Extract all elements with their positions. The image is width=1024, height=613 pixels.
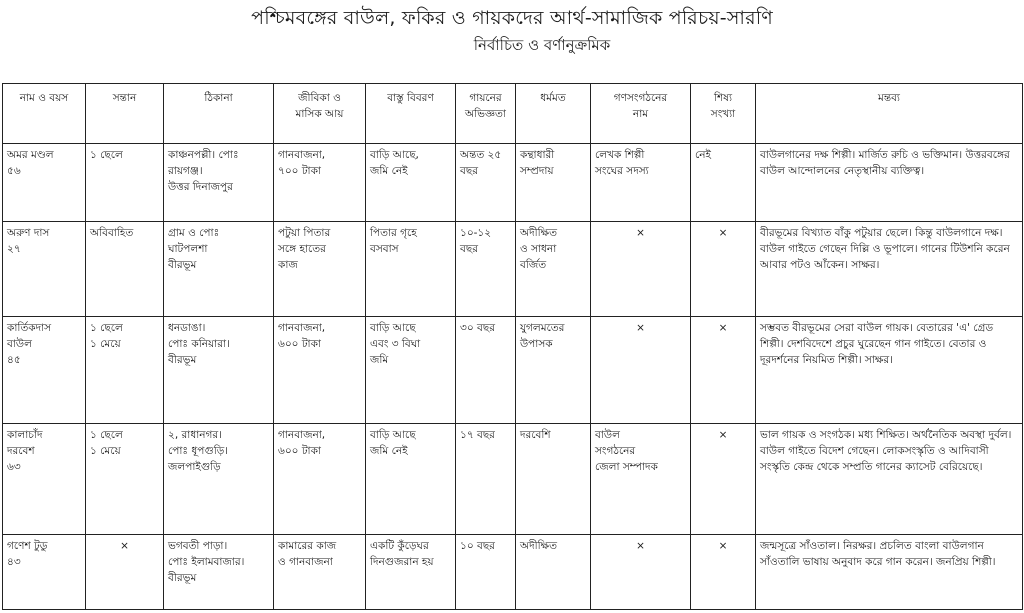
cell-text: ×	[718, 322, 728, 334]
socio-economic-table	[2, 83, 1023, 610]
table-row	[3, 317, 1023, 424]
cell-text: ৪৫	[7, 354, 21, 366]
cell-text: গানবাজনা,	[278, 322, 326, 334]
cell-text: জমি	[370, 354, 389, 366]
livelihood-cell	[274, 424, 366, 535]
cell-text: পোঃ ধূপগুড়ি।	[168, 445, 228, 457]
remarks-cell	[756, 535, 1023, 610]
cell-text: বছর	[460, 243, 478, 255]
table-row	[3, 222, 1023, 317]
cell-text: বাড়ি আছে,	[370, 149, 419, 161]
experience-cell	[456, 317, 516, 424]
cell-text: ৬০০ টাকা	[278, 445, 321, 457]
cell-text: বাউলগানের দক্ষ শিল্পী। মার্জিত রুচি ও ভক্তিমান। উত্তরবঙ্গের বাউল আন্দোলনের নেতৃস্থানীয় ব্যক্তিত্ব।	[760, 149, 1010, 177]
children-cell	[86, 424, 164, 535]
cell-text: ×	[636, 227, 645, 239]
cell-text: জমি নেই	[370, 165, 408, 177]
religion-cell	[516, 535, 591, 610]
column-header-label: বাস্তু বিবরণ	[387, 92, 434, 104]
address-cell	[164, 535, 274, 610]
cell-text: ৬০০ টাকা	[278, 338, 321, 350]
cell-text: ১ ছেলে	[90, 429, 123, 441]
column-header-label: ধর্মমত	[540, 92, 566, 104]
column-header	[591, 84, 691, 144]
religion-cell	[516, 144, 591, 222]
cell-text: উপাসক	[520, 338, 553, 350]
remarks-cell	[756, 222, 1023, 317]
remarks-cell	[756, 317, 1023, 424]
address-cell	[164, 222, 274, 317]
cell-text: পটুয়া পিতার	[278, 227, 331, 239]
children-cell	[86, 535, 164, 610]
cell-text: দিনগুজরান হয়	[370, 556, 434, 568]
cell-text: বাউল	[7, 338, 32, 350]
cell-text: কামারের কাজ	[278, 540, 337, 552]
remarks-cell	[756, 144, 1023, 222]
cell-text: অদীক্ষিত	[520, 540, 558, 552]
column-header	[86, 84, 164, 144]
cell-text: ঘাটপলশা	[168, 243, 208, 255]
cell-text: সম্প্রদায়	[520, 165, 554, 177]
cell-text: বাউল	[595, 429, 620, 441]
cell-text: ৭০০ টাকা	[278, 165, 321, 177]
cell-text: ৩০ বছর	[460, 322, 495, 334]
cell-text: অন্তত ২৫	[460, 149, 502, 161]
name-age-cell	[3, 317, 86, 424]
cell-text: গণেশ টুডু	[7, 540, 48, 552]
cell-text: কার্তিকদাস	[7, 322, 52, 334]
cell-text: ৫৬	[7, 165, 21, 177]
cell-text: দরবেশ	[7, 445, 35, 457]
disciples-cell	[691, 144, 756, 222]
experience-cell	[456, 535, 516, 610]
organization-cell	[591, 535, 691, 610]
table-body	[3, 144, 1023, 610]
cell-text: জেলা সম্পাদক	[595, 461, 658, 473]
cell-text: ২৭	[7, 243, 21, 255]
column-header-label: নাম	[632, 108, 649, 120]
column-header-label: অভিজ্ঞতা	[465, 108, 506, 120]
disciples-cell	[691, 535, 756, 610]
cell-text: অরুণ দাস	[7, 227, 50, 239]
homestead-cell	[366, 424, 456, 535]
cell-text: ভগবতী পাড়া।	[168, 540, 228, 552]
column-header	[691, 84, 756, 144]
document-subtitle: নির্বাচিত ও বর্ণানুক্রমিক	[473, 36, 611, 54]
cell-text: ×	[718, 540, 728, 552]
name-age-cell	[3, 424, 86, 535]
column-header	[274, 84, 366, 144]
cell-text: যুগলমতের	[520, 322, 565, 334]
experience-cell	[456, 222, 516, 317]
livelihood-cell	[274, 222, 366, 317]
column-header-label: ঠিকানা	[204, 92, 233, 104]
cell-text: বছর	[460, 165, 478, 177]
children-cell	[86, 317, 164, 424]
cell-text: ×	[718, 227, 728, 239]
name-age-cell	[3, 144, 86, 222]
column-header	[456, 84, 516, 144]
column-header	[516, 84, 591, 144]
livelihood-cell	[274, 144, 366, 222]
homestead-cell	[366, 317, 456, 424]
experience-cell	[456, 144, 516, 222]
table-row	[3, 535, 1023, 610]
homestead-cell	[366, 222, 456, 317]
address-cell	[164, 424, 274, 535]
cell-text: পোঃ কনিয়ারা।	[168, 338, 230, 350]
table-header-row	[3, 84, 1023, 144]
cell-text: গানবাজনা,	[278, 429, 326, 441]
remarks-cell	[756, 424, 1023, 535]
cell-text: একটি কুঁড়েঘর	[370, 540, 429, 552]
cell-text: কাঞ্চনপল্লী। পোঃ	[168, 149, 239, 161]
organization-cell	[591, 424, 691, 535]
disciples-cell	[691, 317, 756, 424]
cell-text: ১ ছেলে	[90, 322, 123, 334]
column-header-label: মাসিক আয়	[295, 108, 344, 120]
column-header-label: সংখ্যা	[710, 108, 736, 120]
cell-text: উত্তর দিনাজপুর	[168, 181, 233, 193]
cell-text: বীরভূম	[168, 259, 197, 271]
column-header-label: সন্তান	[112, 92, 137, 104]
cell-text: বীরভূম	[168, 572, 197, 584]
column-header	[756, 84, 1023, 144]
column-header	[3, 84, 86, 144]
religion-cell	[516, 222, 591, 317]
column-header	[366, 84, 456, 144]
cell-text: ১০-১২	[460, 227, 492, 239]
cell-text: বসবাস	[370, 243, 399, 255]
children-cell	[86, 144, 164, 222]
table-row	[3, 424, 1023, 535]
cell-text: জন্মসূত্রে সাঁওতাল। নিরক্ষর। প্রচলিত বাংলা বাউলগান সাঁওতালি ভাষায় অনুবাদ করে গান করেন। জনপ্রিয় শিল্পী।	[760, 540, 996, 568]
experience-cell	[456, 424, 516, 535]
homestead-cell	[366, 144, 456, 222]
cell-text: গ্রাম ও পোঃ	[168, 227, 220, 239]
column-header-label: নাম ও বয়স	[19, 92, 69, 104]
cell-text: অমর মণ্ডল	[7, 149, 54, 161]
document-title: পশ্চিমবঙ্গের বাউল, ফকির ও গায়কদের আর্থ-সামাজিক পরিচয়-সারণি	[251, 7, 773, 29]
cell-text: কাজ	[278, 259, 298, 271]
cell-text: বাড়ি আছে	[370, 322, 416, 334]
cell-text: এবং ৩ বিঘা	[370, 338, 421, 350]
cell-text: ১ ছেলে	[90, 149, 123, 161]
cell-text: ×	[636, 540, 645, 552]
religion-cell	[516, 424, 591, 535]
disciples-cell	[691, 222, 756, 317]
cell-text: রায়গঞ্জ।	[168, 165, 203, 177]
children-cell	[86, 222, 164, 317]
disciples-cell	[691, 424, 756, 535]
cell-text: বীরভূম	[168, 354, 197, 366]
cell-text: ৪৩	[7, 556, 21, 568]
livelihood-cell	[274, 317, 366, 424]
cell-text: ও সাধনা	[520, 243, 557, 255]
cell-text: পিতার গৃহে	[370, 227, 417, 239]
cell-text: দরবেশি	[520, 429, 551, 441]
cell-text: ধনডাঙা।	[168, 322, 206, 334]
cell-text: বীরভূমের বিখ্যাত বাঁকু পটুয়ার ছেলে। কিন্তু বাউলগানে দক্ষ। বাউল গাইতে গেছেন দিল্লি ও ভূপালে। গানের টিউশনি করেন আবার পটও আঁকেন। সাক্ষর।	[760, 227, 1010, 271]
cell-text: ×	[120, 540, 129, 552]
column-header-label: মন্তব্য	[878, 92, 900, 104]
cell-text: ১৭ বছর	[460, 429, 495, 441]
column-header-label: শিষ্য	[713, 92, 733, 104]
cell-text: লেখক শিল্পী	[595, 149, 645, 161]
cell-text: অবিবাহিত	[90, 227, 134, 239]
column-header-label: গণসংগঠনের	[613, 92, 668, 104]
organization-cell	[591, 317, 691, 424]
cell-text: সংগঠনের	[595, 445, 636, 457]
livelihood-cell	[274, 535, 366, 610]
cell-text: নেই	[695, 149, 711, 161]
name-age-cell	[3, 222, 86, 317]
organization-cell	[591, 222, 691, 317]
name-age-cell	[3, 535, 86, 610]
cell-text: কালাচাঁদ	[7, 429, 43, 441]
cell-text: ১ মেয়ে	[90, 445, 121, 457]
homestead-cell	[366, 535, 456, 610]
cell-text: জলপাইগুড়ি	[168, 461, 221, 473]
address-cell	[164, 317, 274, 424]
cell-text: পোঃ ইলামবাজার।	[168, 556, 245, 568]
cell-text: ও গানবাজনা	[278, 556, 333, 568]
column-header-label: জীবিকা ও	[298, 92, 341, 104]
cell-text: ১ মেয়ে	[90, 338, 121, 350]
cell-text: বর্জিত	[520, 259, 547, 271]
religion-cell	[516, 317, 591, 424]
cell-text: কন্থাধারী	[520, 149, 555, 161]
cell-text: ×	[718, 429, 728, 441]
cell-text: অদীক্ষিত	[520, 227, 558, 239]
cell-text: জমি নেই	[370, 445, 408, 457]
cell-text: সংঘের সদস্য	[595, 165, 649, 177]
column-header-label: গায়নের	[469, 92, 502, 104]
cell-text: ২, রাধানগর।	[168, 429, 222, 441]
cell-text: ৬৩	[7, 461, 21, 473]
cell-text: বাড়ি আছে	[370, 429, 416, 441]
cell-text: সঙ্গে হাতের	[278, 243, 326, 255]
cell-text: ভাল গায়ক ও সংগঠক। মধ্য শিক্ষিত। অর্থনৈতিক অবস্থা দুর্বল। বাউল গাইতে বিদেশ গেছেন। লোকসংস্কৃতি ও আদিবাসী সংস্কৃতি কেন্দ্র থেকে সম্প্রতি গানের ক্যাসেট বেরিয়েছে।	[760, 429, 1012, 473]
cell-text: ×	[636, 322, 645, 334]
table-row	[3, 144, 1023, 222]
organization-cell	[591, 144, 691, 222]
cell-text: ১০ বছর	[460, 540, 495, 552]
address-cell	[164, 144, 274, 222]
column-header	[164, 84, 274, 144]
cell-text: গানবাজনা,	[278, 149, 326, 161]
cell-text: সম্ভবত বীরভূমের সেরা বাউল গায়ক। বেতারের 'এ' গ্রেড শিল্পী। দেশবিদেশে প্রচুর ঘুরেছেন গান গাইতে। বেতার ও দূরদর্শনের নিয়মিত শিল্পী। সাক্ষর।	[760, 322, 994, 366]
